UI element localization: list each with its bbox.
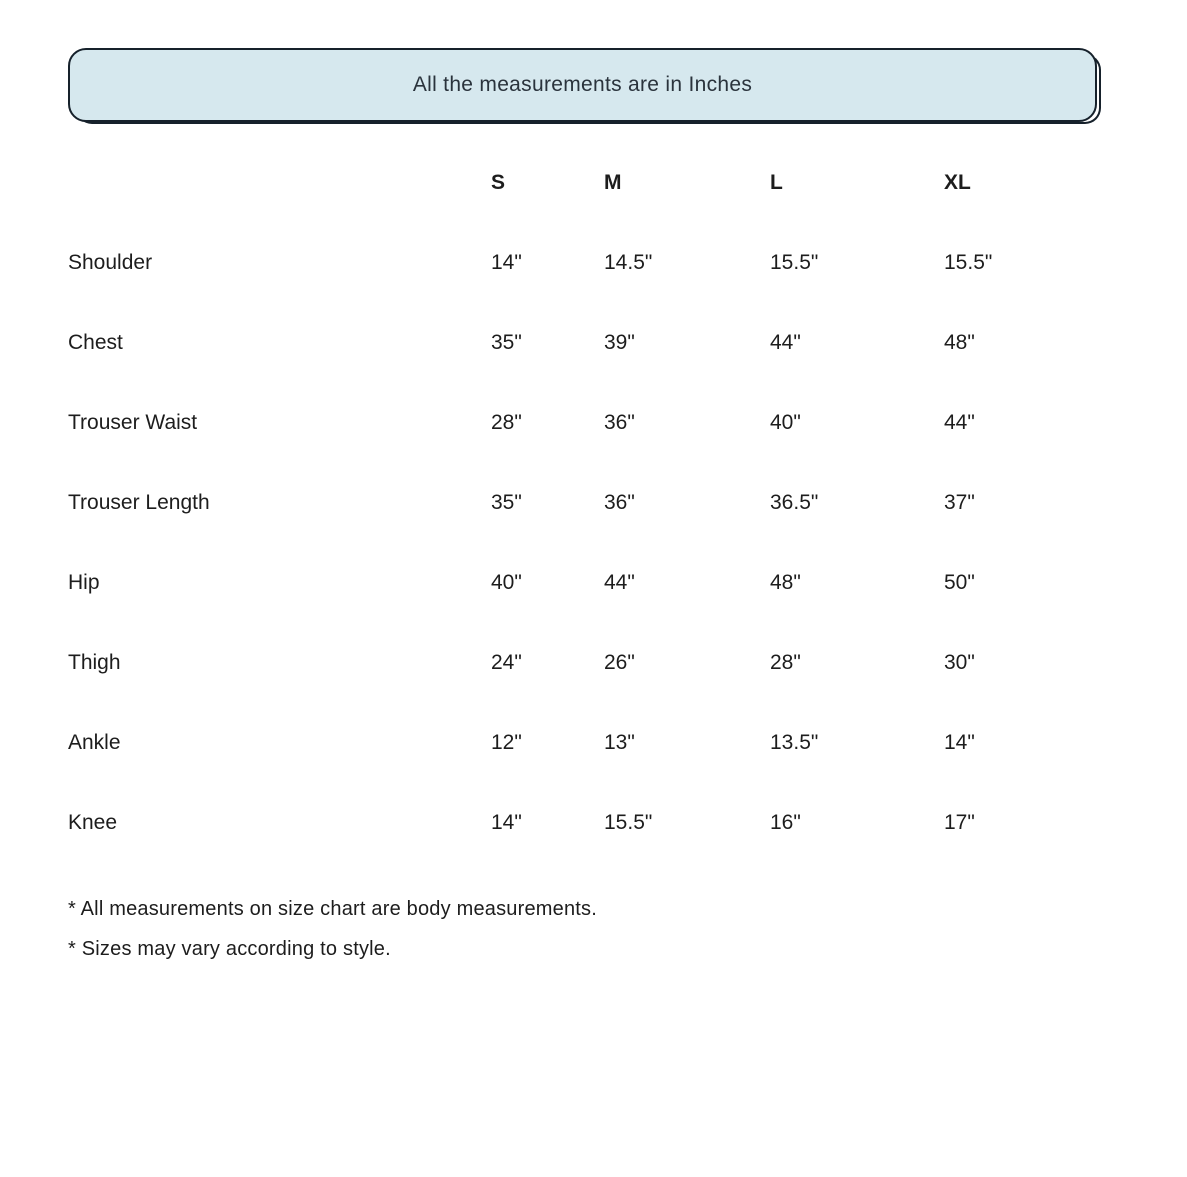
row-label: Thigh [68, 651, 121, 674]
table-row [68, 703, 1118, 783]
table-row [68, 383, 1118, 463]
cell-value: 15.5" [604, 811, 653, 834]
size-header-s: S [491, 171, 506, 194]
size-header-m: M [604, 171, 622, 194]
cell-value: 39" [604, 331, 635, 354]
cell-value: 30" [944, 651, 975, 674]
cell-value: 48" [770, 571, 801, 594]
cell-value: 35" [491, 491, 522, 514]
table-row [68, 463, 1118, 543]
cell-value: 14" [944, 731, 975, 754]
size-header-xl: XL [944, 171, 971, 194]
cell-value: 44" [604, 571, 635, 594]
cell-value: 26" [604, 651, 635, 674]
size-header-l: L [770, 171, 783, 194]
cell-value: 13.5" [770, 731, 819, 754]
cell-value: 12" [491, 731, 522, 754]
cell-value: 36" [604, 491, 635, 514]
cell-value: 40" [491, 571, 522, 594]
cell-value: 44" [770, 331, 801, 354]
cell-value: 15.5" [944, 251, 993, 274]
cell-value: 28" [491, 411, 522, 434]
row-label: Trouser Length [68, 491, 210, 514]
table-row [68, 223, 1118, 303]
cell-value: 50" [944, 571, 975, 594]
cell-value: 36.5" [770, 491, 819, 514]
table-header-row [68, 143, 1118, 223]
cell-value: 44" [944, 411, 975, 434]
table-row [68, 543, 1118, 623]
cell-value: 40" [770, 411, 801, 434]
table-row [68, 783, 1118, 863]
cell-value: 17" [944, 811, 975, 834]
cell-value: 15.5" [770, 251, 819, 274]
row-label: Knee [68, 811, 118, 834]
size-chart-table [68, 143, 1118, 863]
cell-value: 37" [944, 491, 975, 514]
measurement-unit-banner [68, 48, 1097, 122]
row-label: Hip [68, 571, 100, 594]
cell-value: 14" [491, 811, 522, 834]
cell-value: 14" [491, 251, 522, 274]
cell-value: 24" [491, 651, 522, 674]
banner-text: All the measurements are in Inches [412, 73, 753, 96]
cell-value: 36" [604, 411, 635, 434]
cell-value: 48" [944, 331, 975, 354]
cell-value: 35" [491, 331, 522, 354]
row-label: Trouser Waist [68, 411, 198, 434]
footnote-body-measurements: * All measurements on size chart are body measurements. [68, 898, 598, 920]
footnote-sizes-vary: * Sizes may vary according to style. [68, 938, 391, 960]
table-row [68, 303, 1118, 383]
row-label: Ankle [68, 731, 121, 754]
cell-value: 16" [770, 811, 801, 834]
row-label: Shoulder [68, 251, 153, 274]
table-row [68, 623, 1118, 703]
cell-value: 14.5" [604, 251, 653, 274]
row-label: Chest [68, 331, 123, 354]
footnotes [68, 889, 1187, 969]
cell-value: 13" [604, 731, 635, 754]
cell-value: 28" [770, 651, 801, 674]
